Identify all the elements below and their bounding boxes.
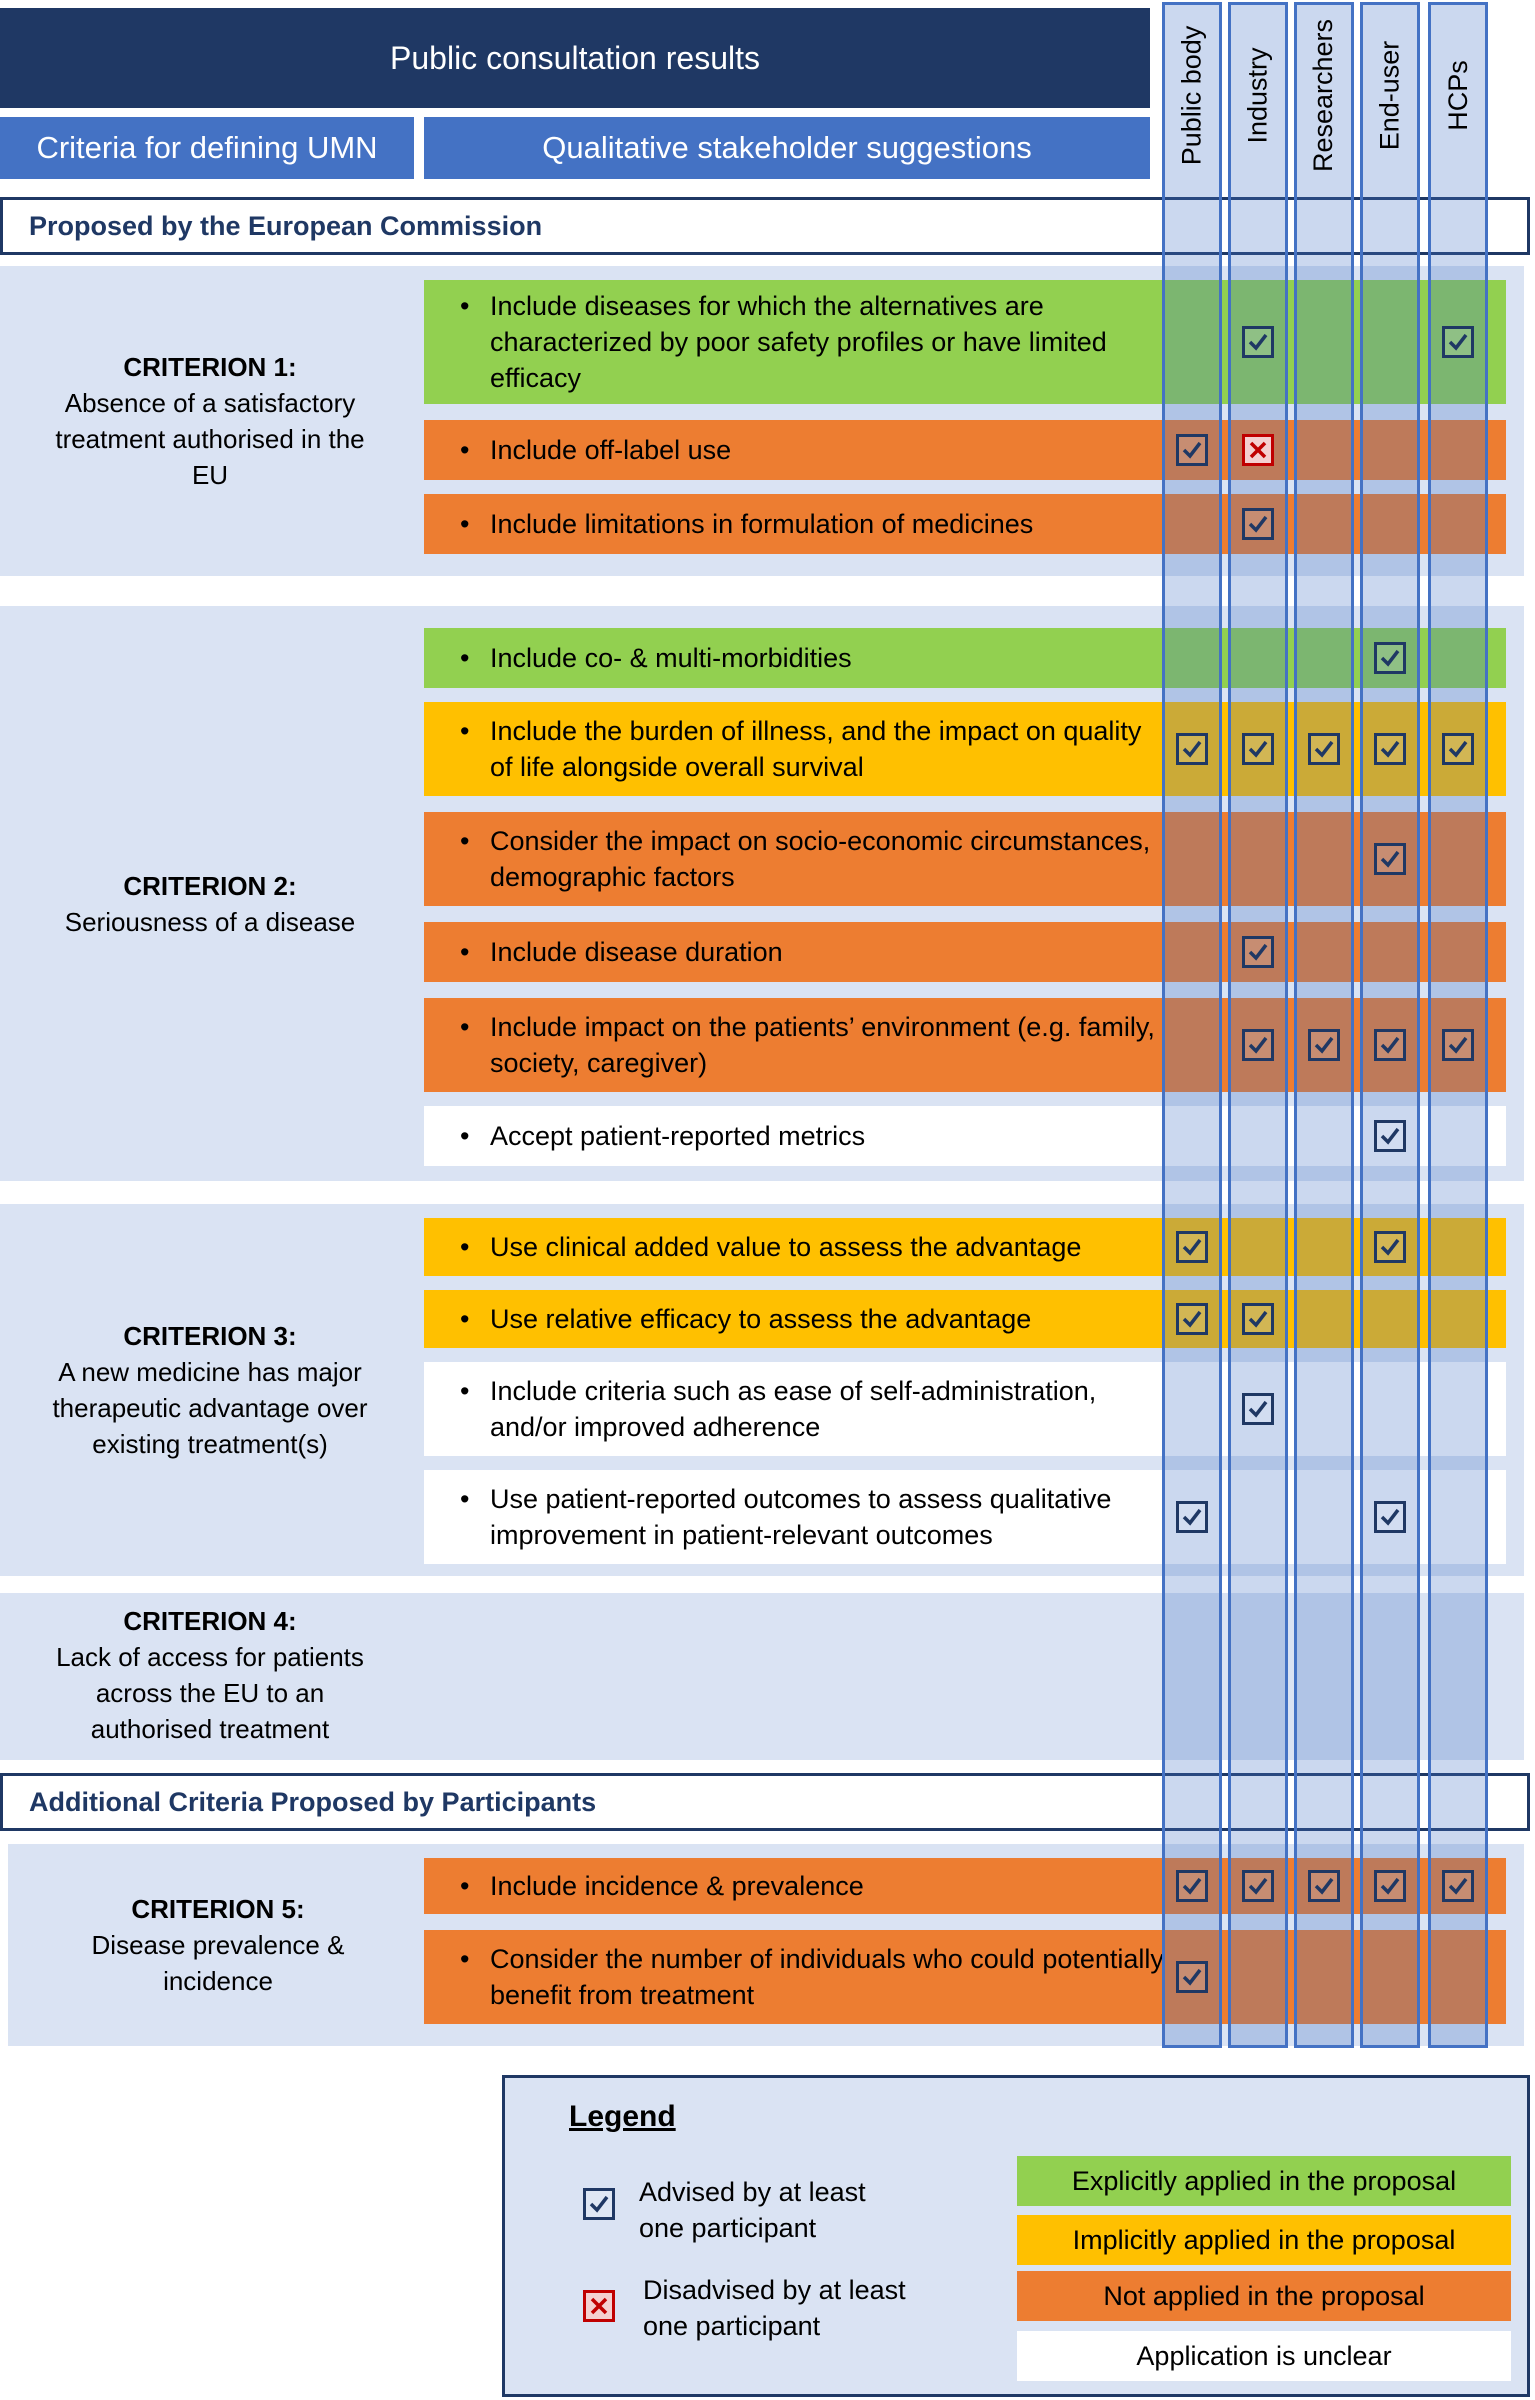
check-icon (1374, 1231, 1406, 1263)
check-icon (1176, 1501, 1208, 1533)
legend-advised: Advised by at least one participant (639, 2177, 866, 2243)
section-commission: Proposed by the European Commission (0, 197, 1530, 255)
criterion-title: CRITERION 3: (123, 1321, 297, 1351)
check-icon (1442, 1029, 1474, 1061)
check-icon (1374, 843, 1406, 875)
check-icon (1374, 1120, 1406, 1152)
criterion-title: CRITERION 1: (123, 352, 297, 382)
criterion-title: CRITERION 2: (123, 871, 297, 901)
cross-icon (1242, 434, 1274, 466)
column-header-public-body (1162, 2, 1222, 188)
check-icon (1374, 1870, 1406, 1902)
check-icon (1242, 508, 1274, 540)
suggestion-text: • Include diseases for which the alternatives are characterized by poor safety profiles or have limited efficacy (424, 288, 1164, 396)
column-hcps (1428, 2, 1488, 2048)
check-icon (1374, 1029, 1406, 1061)
suggestion-text: • Include off-label use (424, 432, 1164, 468)
column-researchers (1294, 2, 1354, 2048)
check-icon (1242, 1393, 1274, 1425)
check-icon (1442, 326, 1474, 358)
suggestion-text: • Use clinical added value to assess the advantage (424, 1229, 1164, 1265)
criterion-1-label (0, 326, 420, 516)
legend-disadvised: Disadvised by at least one participant (643, 2275, 906, 2341)
check-icon (1176, 1303, 1208, 1335)
column-header-label: Industry (1242, 46, 1273, 144)
suggestion-text: • Include co- & multi-morbidities (424, 640, 1164, 676)
check-icon (1242, 1303, 1274, 1335)
suggestion-text: • Include limitations in formulation of medicines (424, 506, 1164, 542)
legend-not-applied: Not applied in the proposal (1017, 2271, 1511, 2321)
column-header-industry (1228, 2, 1288, 188)
check-icon (1242, 1870, 1274, 1902)
check-icon (583, 2188, 615, 2220)
check-icon (1374, 733, 1406, 765)
suggestion-text: • Include disease duration (424, 934, 1164, 970)
check-icon (1442, 733, 1474, 765)
criteria-header: Criteria for defining UMN (0, 117, 414, 179)
column-end-user (1360, 2, 1420, 2048)
check-icon (1242, 733, 1274, 765)
suggestion-text: • Use patient-reported outcomes to assess qualitative improvement in patient-relevant outcomes (424, 1481, 1164, 1553)
check-icon (1308, 733, 1340, 765)
column-header-hcps (1428, 2, 1488, 188)
legend-title: Legend (569, 2100, 676, 2133)
legend-explicit: Explicitly applied in the proposal (1017, 2156, 1511, 2206)
check-icon (1374, 642, 1406, 674)
check-icon (1176, 733, 1208, 765)
check-icon (1374, 1501, 1406, 1533)
criterion-title: CRITERION 4: (123, 1606, 297, 1636)
column-header-label: HCPs (1442, 59, 1473, 131)
suggestion-text: • Consider the number of individuals who could potentially benefit from treatment (424, 1941, 1164, 2013)
criterion-2-label (0, 840, 420, 968)
check-icon (1242, 326, 1274, 358)
criterion-4-label (0, 1590, 420, 1760)
check-icon (1176, 1231, 1208, 1263)
section-additional: Additional Criteria Proposed by Participants (0, 1773, 1530, 1831)
cross-icon (583, 2290, 615, 2322)
column-public-body (1162, 2, 1222, 2048)
column-header-label: Researchers (1308, 18, 1339, 172)
check-icon (1242, 1029, 1274, 1061)
check-icon (1176, 1961, 1208, 1993)
check-icon (1176, 1870, 1208, 1902)
column-industry (1228, 2, 1288, 2048)
column-header-label: End-user (1374, 40, 1405, 150)
criterion-description: Lack of access for patients across the EU to an authorised treatment (56, 1642, 364, 1744)
check-icon (1308, 1870, 1340, 1902)
suggestion-text: • Include impact on the patients’ environment (e.g. family, society, caregiver) (424, 1009, 1164, 1081)
suggestion-text: • Consider the impact on socio-economic circumstances, demographic factors (424, 823, 1164, 895)
criterion-title: CRITERION 5: (131, 1894, 305, 1924)
header-title: Public consultation results (0, 8, 1150, 108)
check-icon (1242, 936, 1274, 968)
criterion-description: Absence of a satisfactory treatment authorised in the EU (55, 388, 365, 490)
suggestion-text: • Accept patient-reported metrics (424, 1118, 1164, 1154)
legend (502, 2075, 1530, 2397)
check-icon (1308, 1029, 1340, 1061)
criterion-description: Seriousness of a disease (64, 907, 356, 937)
legend-unclear: Application is unclear (1017, 2331, 1511, 2381)
check-icon (1176, 434, 1208, 466)
criterion-5-label (8, 1880, 428, 2010)
suggestion-text: • Include criteria such as ease of self-administration, and/or improved adherence (424, 1373, 1164, 1445)
column-header-researchers (1294, 2, 1354, 188)
criterion-description: A new medicine has major therapeutic advantage over existing treatment(s) (52, 1357, 368, 1459)
criterion-description: Disease prevalence & incidence (91, 1930, 345, 1996)
suggestions-header: Qualitative stakeholder suggestions (424, 117, 1150, 179)
column-header-label: Public body (1176, 25, 1207, 165)
check-icon (1442, 1870, 1474, 1902)
column-header-end-user (1360, 2, 1420, 188)
suggestion-text: • Include incidence & prevalence (424, 1868, 1164, 1904)
criterion-3-label (0, 1300, 420, 1480)
suggestion-text: • Include the burden of illness, and the impact on quality of life alongside overall survival (424, 713, 1164, 785)
suggestion-text: • Use relative efficacy to assess the advantage (424, 1301, 1164, 1337)
legend-implicit: Implicitly applied in the proposal (1017, 2215, 1511, 2265)
